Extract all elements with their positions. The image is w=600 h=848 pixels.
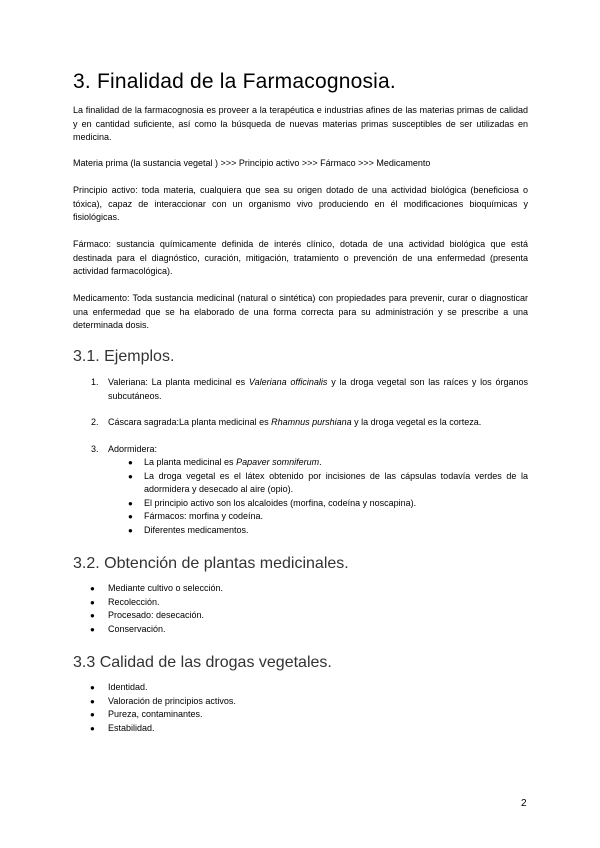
obtencion-list [73,582,528,636]
section-heading-obtencion: 3.2. Obtención de plantas medicinales. [73,555,349,572]
examples-list [73,376,528,537]
list-item: ● Diferentes medicamentos. [108,524,528,538]
list-item: ● Pureza, contaminantes. [73,708,528,722]
farmaco-definition: Fármaco: sustancia químicamente definida de interés clínico, dotada de una actividad biológica que está destinada para el diagnóstico, curación, mitigación, tratamiento o prevención de una enfermedad (presenta actividad farmacológica). [73,239,528,276]
list-item [73,443,528,538]
list-item: ● Mediante cultivo o selección. [73,582,528,596]
list-item-label: Adormidera: [108,443,158,454]
bullet-icon: ● [90,584,95,593]
medicamento-definition: Medicamento: Toda sustancia medicinal (natural o sintética) con propiedades para prevenir, curar o diagnosticar una enfermedad que se ha elaborado de una forma correcta para su administración y se prescribe a una determinada dosis. [73,293,528,330]
bullet-icon: ● [128,512,133,521]
list-item: ● Conservación. [73,623,528,637]
bullet-icon: ● [90,683,95,692]
list-item: ● Recolección. [73,596,528,610]
page-number: 2 [521,798,527,809]
intro-paragraph: La finalidad de la farmacognosia es proveer a la terapéutica e industrias afines de las materias primas de calidad y en cantidad suficiente, así como la búsqueda de nuevas materias primas susceptibles de ser utilizadas en medicina. [73,105,528,142]
list-item: 2. Cáscara sagrada:La planta medicinal es Rhamnus purshiana y la droga vegetal es la corteza. [73,416,528,430]
bullet-icon: ● [128,458,133,467]
species-name: Papaver somniferum [236,457,320,467]
species-name: Valeriana officinalis [248,377,328,387]
bullet-icon: ● [128,498,133,508]
species-name: Rhamnus purshiana [271,417,352,427]
list-item: ● Valoración de principios activos. [73,695,528,709]
calidad-list [73,681,528,735]
list-item: ● Procesado: desecación. [73,609,528,623]
bullet-icon: ● [90,710,95,719]
list-number: 1. [91,377,99,387]
bullet-icon: ● [90,723,95,733]
list-item: ● Estabilidad. [73,722,528,736]
list-number: 2. [91,417,99,427]
list-item: ● La droga vegetal es el látex obtenido por incisiones de las cápsulas todavía verdes de la adormidera y desecado al aire (opio). [128,470,528,494]
list-item: ● Identidad. [73,681,528,695]
page-title: 3. Finalidad de la Farmacognosia. [73,70,396,93]
chain-paragraph: Materia prima (la sustancia vegetal ) >>> Principio activo >>> Fármaco >>> Medicamento [73,158,431,168]
section-heading-ejemplos: 3.1. Ejemplos. [73,348,175,365]
adormidera-sublist [108,456,528,537]
bullet-icon: ● [128,471,133,481]
bullet-icon: ● [90,597,95,607]
bullet-icon: ● [90,611,95,620]
section-heading-calidad: 3.3 Calidad de las drogas vegetales. [73,654,332,671]
list-item: 1. Valeriana: La planta medicinal es Valeriana officinalis y la droga vegetal son las raíces y los órganos subcutáneos. [91,377,528,401]
bullet-icon: ● [90,624,95,634]
bullet-icon: ● [90,696,95,706]
list-number: 3. [91,443,99,454]
list-item: ● Fármacos: morfina y codeína. [108,510,528,524]
bullet-icon: ● [128,525,133,535]
principio-activo-definition: Principio activo: toda materia, cualquiera que sea su origen dotado de una actividad biológica (beneficiosa o tóxica), capaz de interaccionar con un organismo vivo produciendo en él modificaciones bioquímicas y fisiológicas. [73,185,528,222]
list-item: ● La planta medicinal es Papaver somniferum. [108,456,528,470]
list-item: ● El principio activo son los alcaloides (morfina, codeína y noscapina). [108,497,528,511]
